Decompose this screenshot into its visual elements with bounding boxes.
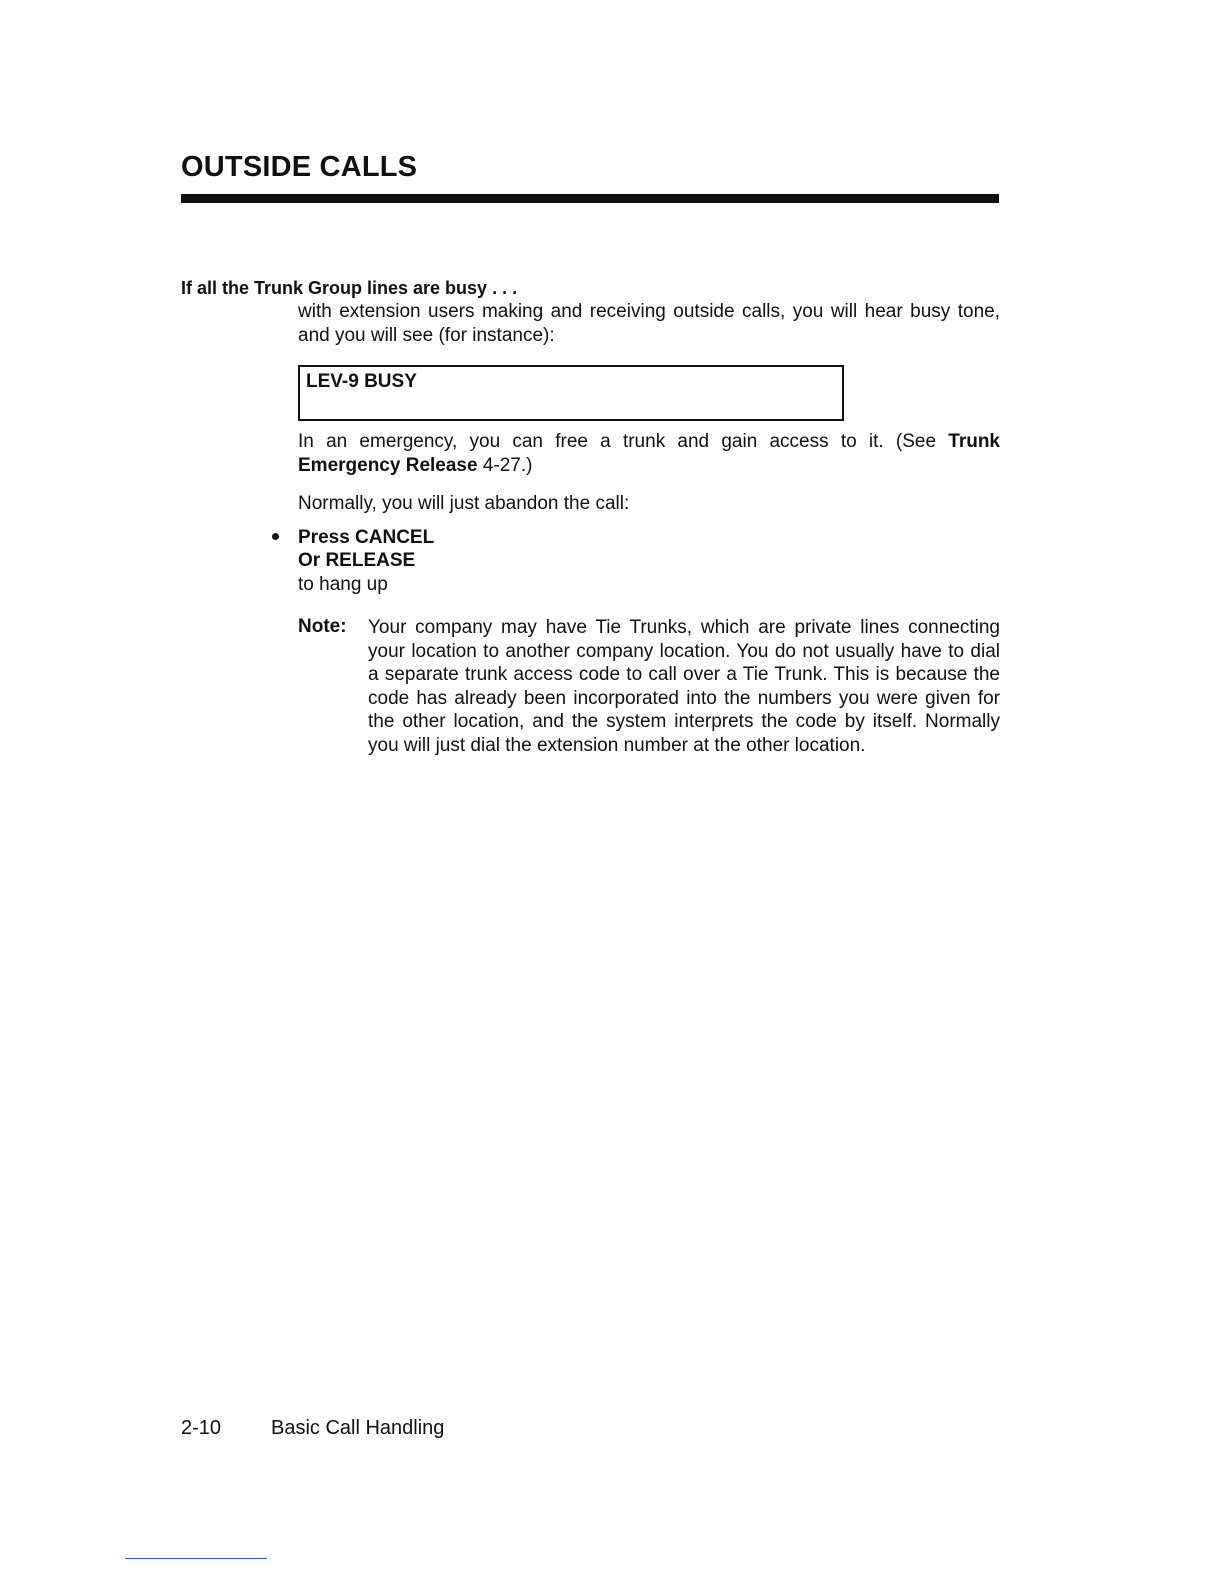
step-hang-up: to hang up bbox=[298, 574, 388, 595]
title-rule bbox=[181, 194, 999, 203]
step-or-release: Or RELEASE bbox=[298, 550, 416, 571]
emergency-text-post: 4-27.) bbox=[477, 454, 533, 476]
note-label: Note: bbox=[298, 616, 347, 637]
display-text: LEV-9 BUSY bbox=[306, 371, 417, 392]
display-box bbox=[298, 365, 844, 421]
normally-paragraph: Normally, you will just abandon the call: bbox=[298, 493, 630, 514]
page-title: OUTSIDE CALLS bbox=[181, 151, 418, 183]
step-press-cancel: Press CANCEL bbox=[298, 527, 435, 548]
note-text: Your company may have Tie Trunks, which are private lines connecting your location to another company location. You do not usually have to dial a separate trunk access code to call over a Tie Trunk. This is because the code has already been incorporated into the numbers you were given for the other location, and the system interprets the code by itself. Normally you will just dial the extension number at the other location. bbox=[368, 617, 1000, 756]
section-heading: If all the Trunk Group lines are busy . . . bbox=[181, 278, 518, 298]
emergency-reference: Trunk Emergency Release bbox=[298, 431, 1000, 476]
intro-paragraph: with extension users making and receiving outside calls, you will hear busy tone, and you will see (for instance): bbox=[298, 301, 1000, 346]
bottom-scan-line bbox=[125, 1558, 267, 1559]
bullet-icon bbox=[272, 533, 279, 540]
emergency-text-pre: In an emergency, you can free a trunk and gain access to it. (See bbox=[298, 431, 949, 452]
page-number: 2-10 bbox=[181, 1417, 222, 1439]
emergency-paragraph bbox=[298, 430, 1000, 477]
chapter-title: Basic Call Handling bbox=[271, 1417, 445, 1439]
